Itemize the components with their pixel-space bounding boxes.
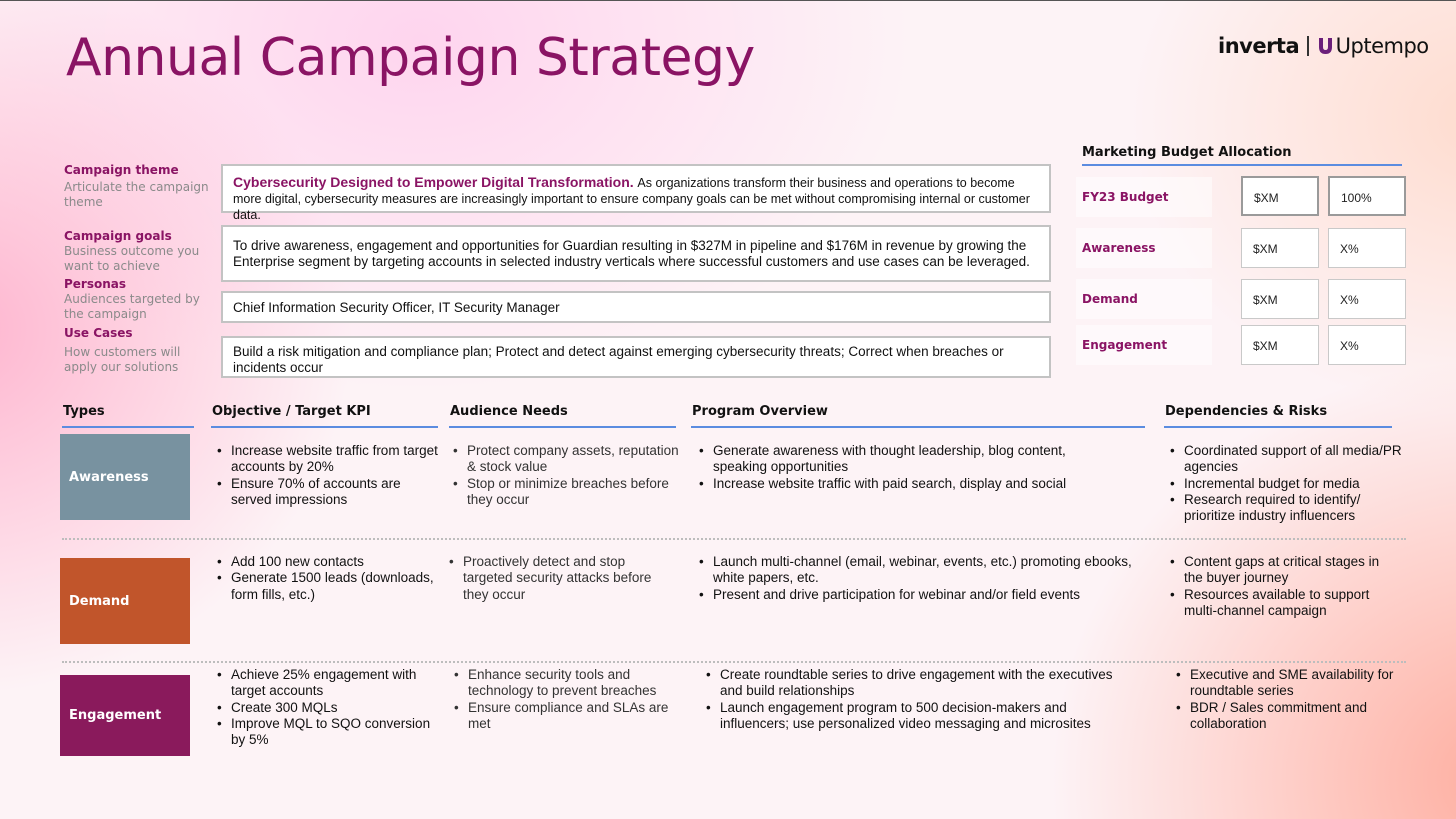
theme-headline: Cybersecurity Designed to Empower Digital Transformation. <box>233 174 634 190</box>
list-item: • Launch engagement program to 500 decision-makers and influencers; use personalized video messaging and microsites <box>705 700 1125 733</box>
row-divider <box>62 661 1406 663</box>
list-item: • Resources available to support multi-channel campaign <box>1169 587 1399 620</box>
list-item: • Protect company assets, reputation & stock value <box>452 443 680 476</box>
budget-label-awareness: Awareness <box>1082 241 1156 255</box>
label-heading: Campaign goals <box>64 229 172 243</box>
list-item: • Research required to identify/ prioritize industry influencers <box>1169 492 1414 525</box>
list-item: • Stop or minimize breaches before they occur <box>452 476 680 509</box>
inverta-logo: inverta <box>1218 34 1300 58</box>
label-heading: Use Cases <box>64 326 133 340</box>
label-campaign-theme <box>64 163 209 210</box>
list-item: • Ensure 70% of accounts are served impressions <box>216 476 441 509</box>
list-item: • Present and drive participation for webinar and/or field events <box>698 587 1148 603</box>
list-item: • Proactively detect and stop targeted security attacks before they occur <box>448 554 668 603</box>
page-title: Annual Campaign Strategy <box>66 28 755 88</box>
list-item: • Ensure compliance and SLAs are met <box>453 700 683 733</box>
uptempo-mark-icon <box>1317 36 1334 56</box>
list-item: • Generate awareness with thought leadership, blog content, speaking opportunities <box>698 443 1093 476</box>
list-item: • Incremental budget for media <box>1169 476 1414 492</box>
engagement-risks <box>1175 667 1415 732</box>
label-personas <box>64 277 209 322</box>
list-item: • Generate 1500 leads (downloads, form fills, etc.) <box>216 570 444 603</box>
list-item: • BDR / Sales commitment and collaboration <box>1175 700 1415 733</box>
awareness-program <box>698 443 1093 492</box>
label-description: How customers will apply our solutions <box>64 345 181 374</box>
budget-amount-demand: $XM <box>1241 279 1319 319</box>
theme-text: As organizations transform their business and operations to become more digital, cybersecurity measures are increasingly important to ensure company goals can be met without compromising internal or customer data. <box>233 176 1030 222</box>
list-item: • Create 300 MQLs <box>216 700 444 716</box>
engagement-program <box>705 667 1125 732</box>
demand-objectives <box>216 554 444 603</box>
demand-program <box>698 554 1148 603</box>
campaign-theme-box <box>221 164 1051 222</box>
list-item: • Coordinated support of all media/PR agencies <box>1169 443 1414 476</box>
list-item: • Increase website traffic from target accounts by 20% <box>216 443 441 476</box>
top-border-line <box>0 0 1456 1</box>
column-header-objective: Objective / Target KPI <box>212 404 371 419</box>
row-divider <box>62 538 1406 540</box>
budget-percent-fy23: 100% <box>1328 176 1406 216</box>
budget-percent-engagement: X% <box>1328 325 1406 365</box>
list-item: • Enhance security tools and technology to prevent breaches <box>453 667 683 700</box>
list-item: • Add 100 new contacts <box>216 554 444 570</box>
column-underline <box>449 426 676 428</box>
list-item: • Launch multi-channel (email, webinar, events, etc.) promoting ebooks, white papers, etc. <box>698 554 1148 587</box>
engagement-needs <box>453 667 683 732</box>
awareness-objectives <box>216 443 441 508</box>
budget-label-fy23: FY23 Budget <box>1082 190 1169 204</box>
label-heading: Personas <box>64 277 127 291</box>
column-header-types: Types <box>63 404 105 419</box>
type-demand: Demand <box>60 558 190 644</box>
column-underline <box>211 426 438 428</box>
list-item: • Increase website traffic with paid search, display and social <box>698 476 1093 492</box>
budget-percent-demand: X% <box>1328 279 1406 319</box>
list-item: • Executive and SME availability for roundtable series <box>1175 667 1415 700</box>
campaign-goals-box: To drive awareness, engagement and opportunities for Guardian resulting in $327M in pipeline and $176M in revenue by growing the Enterprise segment by targeting accounts in selected industry verticals where successful customers and use cases can be leveraged. <box>221 225 1051 282</box>
logo-divider <box>1307 36 1309 56</box>
column-header-dependencies-risks: Dependencies & Risks <box>1165 404 1328 419</box>
budget-title-underline <box>1082 164 1402 166</box>
label-use-cases <box>64 326 209 375</box>
list-item: • Achieve 25% engagement with target accounts <box>216 667 444 700</box>
type-engagement: Engagement <box>60 675 190 756</box>
label-description: Articulate the campaign theme <box>64 180 209 209</box>
label-description: Audiences targeted by the campaign <box>64 292 200 321</box>
label-description: Business outcome you want to achieve <box>64 244 200 273</box>
uptempo-logo <box>1317 34 1429 58</box>
budget-amount-fy23: $XM <box>1241 176 1319 216</box>
awareness-risks <box>1169 443 1414 524</box>
type-awareness: Awareness <box>60 434 190 520</box>
personas-box: Chief Information Security Officer, IT Security Manager <box>221 291 1051 323</box>
label-heading: Campaign theme <box>64 163 179 177</box>
budget-amount-engagement: $XM <box>1241 325 1319 365</box>
column-underline <box>691 426 1145 428</box>
column-header-program-overview: Program Overview <box>692 404 828 419</box>
brand-logo <box>1218 32 1429 60</box>
use-cases-box: Build a risk mitigation and compliance plan; Protect and detect against emerging cybersecurity threats; Correct when breaches or incidents occur <box>221 336 1051 378</box>
list-item: • Improve MQL to SQO conversion by 5% <box>216 716 444 749</box>
budget-title: Marketing Budget Allocation <box>1082 145 1292 160</box>
column-header-audience-needs: Audience Needs <box>450 404 568 419</box>
label-campaign-goals <box>64 229 209 274</box>
list-item: • Create roundtable series to drive engagement with the executives and build relationships <box>705 667 1125 700</box>
demand-needs <box>448 554 668 603</box>
column-underline <box>62 426 194 428</box>
engagement-objectives <box>216 667 444 748</box>
column-underline <box>1164 426 1392 428</box>
uptempo-wordmark: Uptempo <box>1335 34 1429 58</box>
awareness-needs <box>452 443 680 508</box>
budget-label-engagement: Engagement <box>1082 338 1168 352</box>
budget-amount-awareness: $XM <box>1241 228 1319 268</box>
demand-risks <box>1169 554 1399 619</box>
budget-percent-awareness: X% <box>1328 228 1406 268</box>
budget-label-demand: Demand <box>1082 292 1138 306</box>
list-item: • Content gaps at critical stages in the buyer journey <box>1169 554 1399 587</box>
